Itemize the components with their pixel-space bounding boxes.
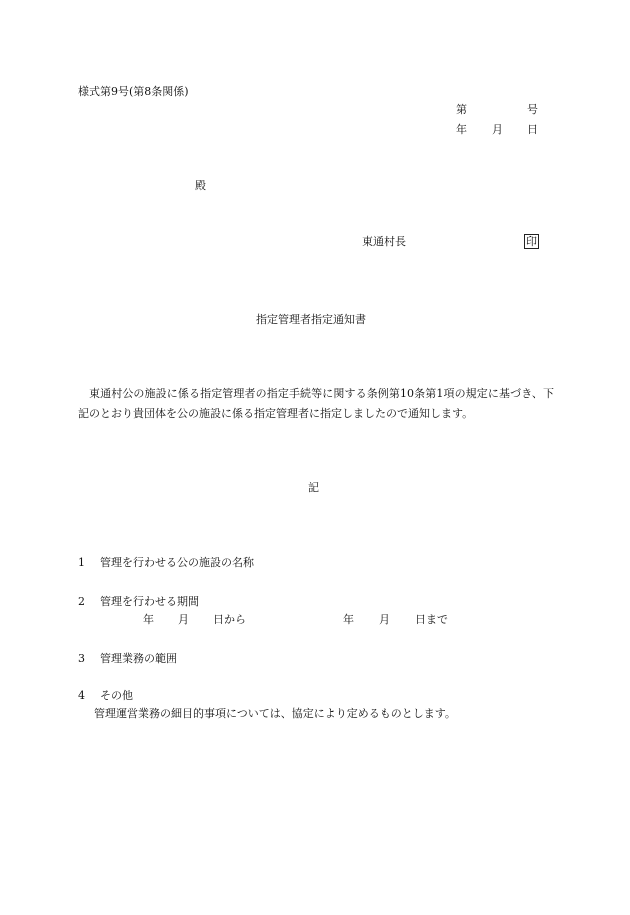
date-year: 年 [456,123,467,136]
ki-heading: 記 [308,481,319,494]
period-end-day: 日まで [415,613,448,626]
item-number: 3 [78,652,85,665]
period-end-month: 月 [379,613,390,626]
date-day: 日 [527,123,538,136]
period-end-year: 年 [343,613,354,626]
date-month: 月 [492,123,503,136]
seal-mark [524,234,539,250]
period-start-day: 日から [213,613,246,626]
period-start-year: 年 [143,613,154,626]
item-4 [78,688,133,704]
item-3 [78,651,177,667]
item-label: 管理を行わせる期間 [100,595,199,608]
item-1 [78,555,254,571]
item-label: その他 [100,689,133,702]
number-prefix: 第 [456,103,467,116]
item-label: 管理を行わせる公の施設の名称 [100,556,254,569]
issuer-name: 東通村長 [362,235,406,248]
number-suffix: 号 [527,103,538,116]
other-detail: 管理運営業務の細目的事項については、協定により定めるものとします。 [94,707,456,720]
addressee-suffix: 殿 [195,179,206,192]
seal-stamp: 印 [526,235,537,248]
document-title: 指定管理者指定通知書 [256,313,366,326]
period-start-month: 月 [178,613,189,626]
item-label: 管理業務の範囲 [100,652,177,665]
body-paragraph: 東通村公の施設に係る指定管理者の指定手続等に関する条例第10条第1項の規定に基づき、下記のとおり貴団体を公の施設に係る指定管理者に指定しましたので通知します。 [78,387,554,420]
form-label: 様式第9号(第8条関係) [78,85,189,98]
item-number: 1 [78,556,85,569]
item-number: 4 [78,689,85,702]
item-2 [78,594,199,610]
item-number: 2 [78,595,85,608]
